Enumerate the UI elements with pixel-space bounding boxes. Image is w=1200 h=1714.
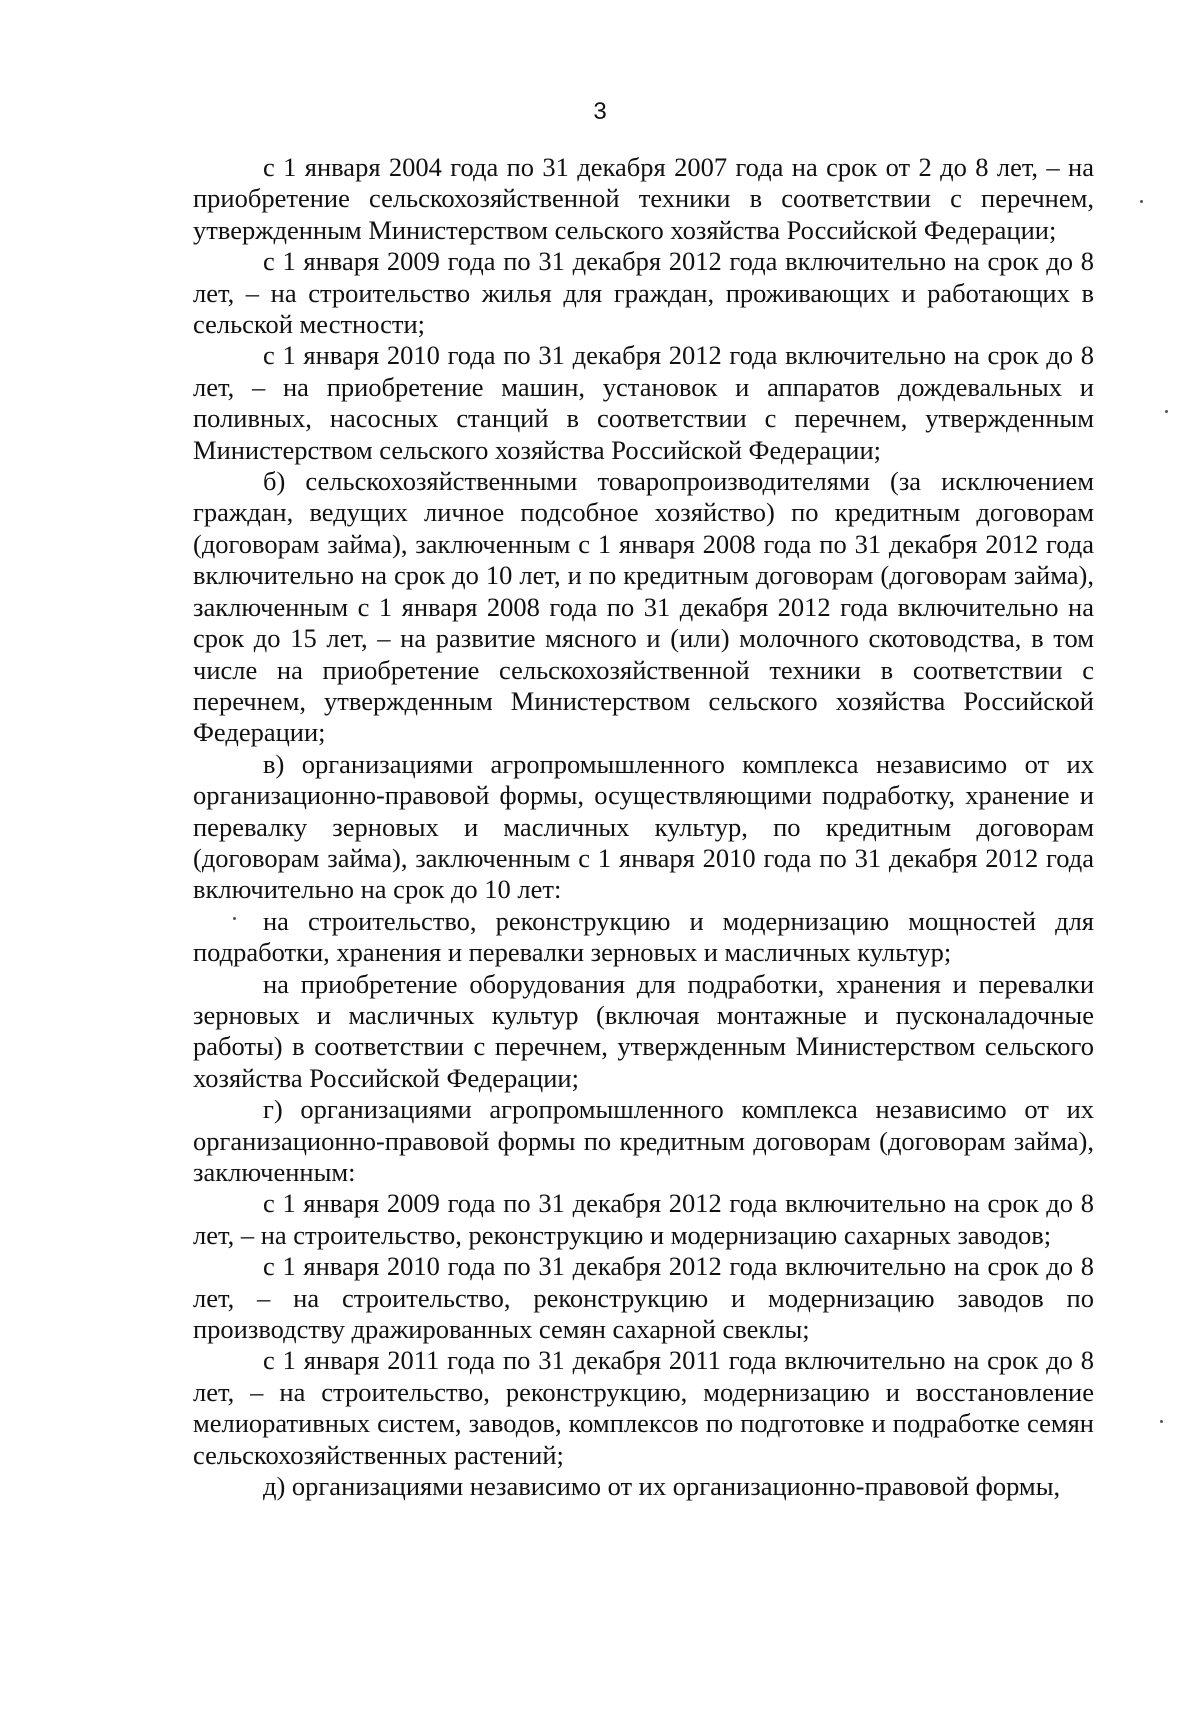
page-number: 3: [593, 98, 607, 125]
paragraph: на приобретение оборудования для подработки, хранения и перевалки зерновых и масличных культур (включая монтажные и пусконаладочные работы) в соответствии с перечнем, утвержденным Министерством сельского хозяйства Российской Федерации;: [193, 968, 1094, 1093]
paragraph: в) организациями агропромышленного комплекса независимо от их организационно-правовой формы, осуществляющими подработку, хранение и перевалку зерновых и масличных культур, по кредитным договорам (договорам займа), заключенным с 1 января 2010 года по 31 декабря 2012 года включительно на срок до 10 лет:: [193, 748, 1094, 905]
scan-speck: [1140, 200, 1143, 203]
paragraph: д) организациями независимо от их организационно-правовой формы,: [263, 1471, 1061, 1502]
scan-speck: [233, 917, 236, 920]
paragraph: г) организациями агропромышленного комплекса независимо от их организационно-правовой формы по кредитным договорам (договорам займа), заключенным:: [193, 1094, 1094, 1187]
paragraph: с 1 января 2004 года по 31 декабря 2007 года на срок от 2 до 8 лет, – на приобретение сельскохозяйственной техники в соответствии с перечнем, утвержденным Министерством сельского хозяйства Российской Федерации;: [193, 152, 1094, 245]
paragraph: с 1 января 2009 года по 31 декабря 2012 года включительно на срок до 8 лет, – на строительство жилья для граждан, проживающих и работающих в сельской местности;: [193, 246, 1094, 340]
paragraph: с 1 января 2011 года по 31 декабря 2011 года включительно на срок до 8 лет, – на строительство, реконструкцию, модернизацию и восстановление мелиоративных систем, заводов, комплексов по подготовке и подработке семян сельскохозяйственных растений;: [193, 1345, 1094, 1470]
document-body: [193, 152, 1094, 1502]
paragraph: с 1 января 2009 года по 31 декабря 2012 года включительно на срок до 8 лет, – на строительство, реконструкцию и модернизацию сахарных заводов;: [193, 1188, 1094, 1250]
paragraph: на строительство, реконструкцию и модернизацию мощностей для подработки, хранения и перевалки зерновых и масличных культур;: [193, 905, 1094, 968]
paragraph: с 1 января 2010 года по 31 декабря 2012 года включительно на срок до 8 лет, – на приобретение машин, установок и аппаратов дождевальных и поливных, насосных станций в соответствии с перечнем, утвержденным Министерством сельского хозяйства Российской Федерации;: [193, 340, 1094, 465]
scan-speck: [1160, 1420, 1163, 1423]
paragraph: б) сельскохозяйственными товаропроизводителями (за исключением граждан, ведущих личное подсобное хозяйство) по кредитным договорам (договорам займа), заключенным с 1 января 2008 года по 31 декабря 2012 года включительно на срок до 10 лет, и по кредитным договорам (договорам займа), заключенным с 1 января 2008 года по 31 декабря 2012 года включительно на срок до 15 лет, – на развитие мясного и (или) молочного скотоводства, в том числе на приобретение сельскохозяйственной техники в соответствии с перечнем, утвержденным Министерством сельского хозяйства Российской Федерации;: [193, 466, 1094, 748]
scan-speck: [1165, 410, 1168, 413]
paragraph: с 1 января 2010 года по 31 декабря 2012 года включительно на срок до 8 лет, – на строительство, реконструкцию и модернизацию заводов по производству дражированных семян сахарной свеклы;: [193, 1251, 1094, 1345]
